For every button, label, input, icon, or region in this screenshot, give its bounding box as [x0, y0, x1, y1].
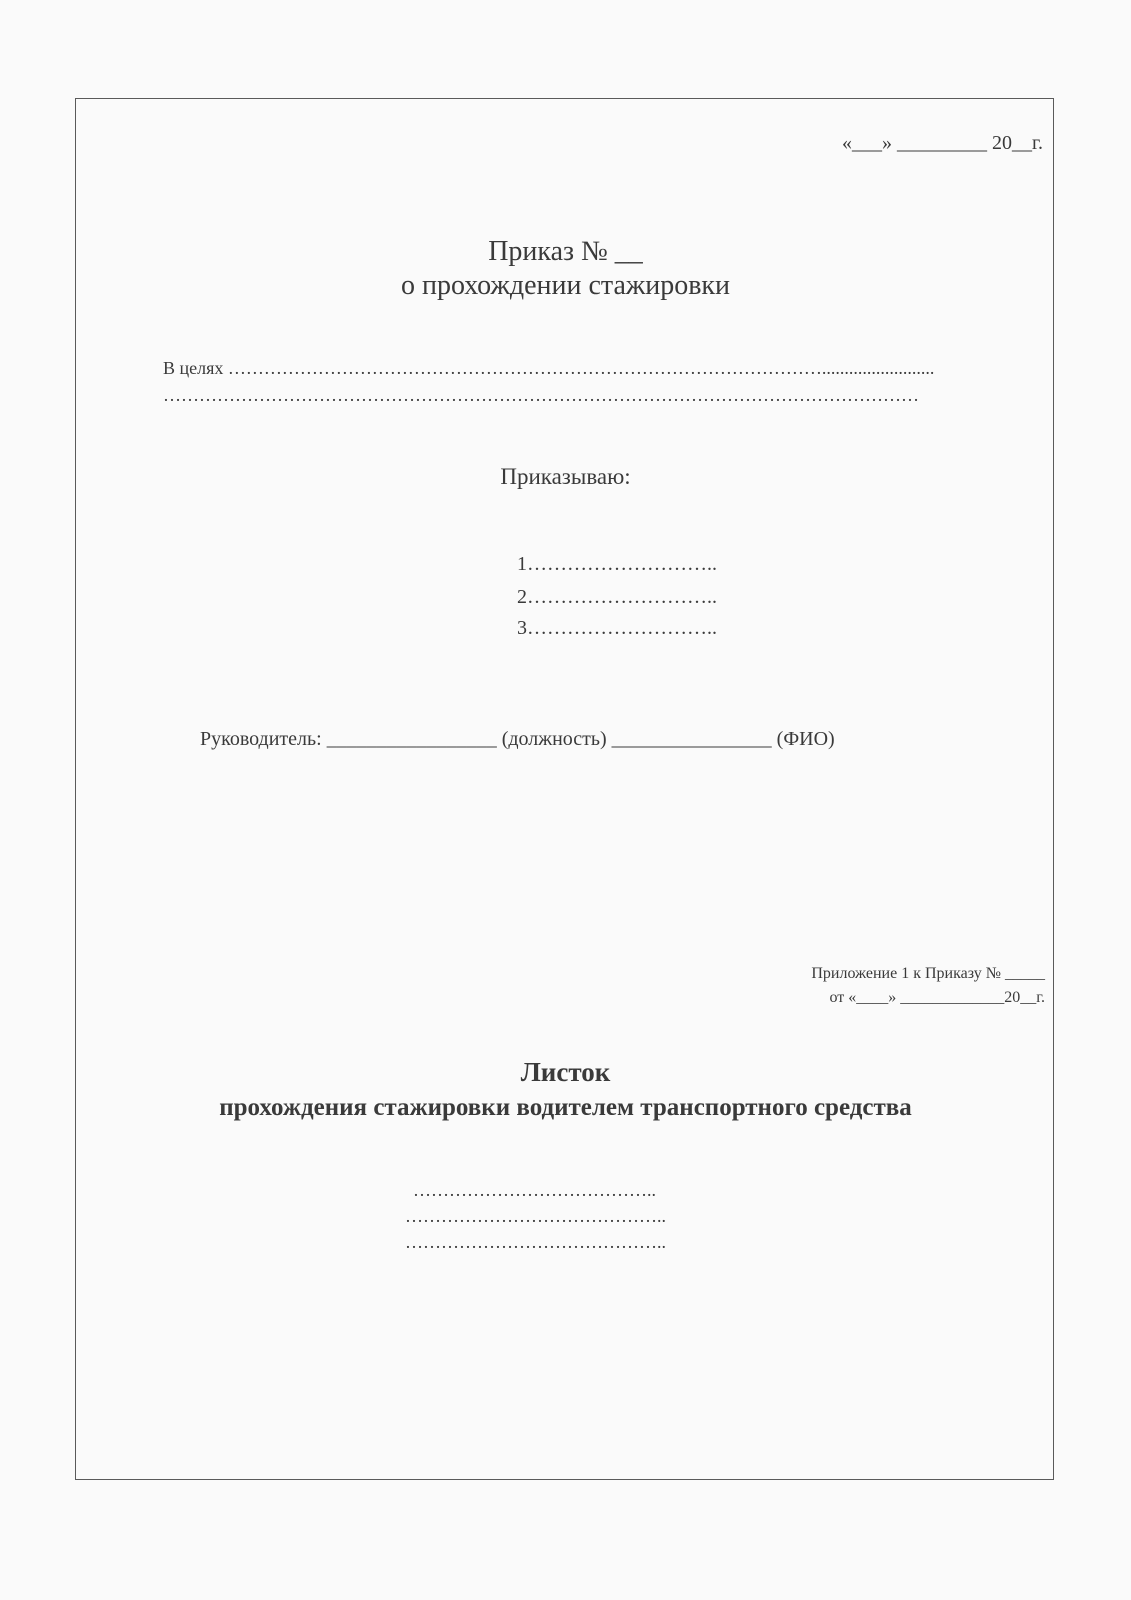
- signature-line: Руководитель: _________________ (должность) ________________ (ФИО): [200, 728, 835, 750]
- sheet-line-3: ……………………………………..: [405, 1232, 666, 1252]
- order-subtitle: о прохождении стажировки: [400, 270, 731, 301]
- appendix-date: от «____» _____________20__г.: [829, 989, 1045, 1006]
- sheet-title: Листок: [520, 1057, 611, 1087]
- orders-heading: Приказываю:: [500, 464, 631, 489]
- page-border: [75, 98, 1054, 1480]
- sheet-subtitle: прохождения стажировки водителем транспортного средства: [219, 1094, 912, 1121]
- sheet-line-1: …………………………………..: [413, 1180, 656, 1200]
- purpose-line-1: В целях ……………………………………………………………………………………….........................: [163, 358, 935, 378]
- order-date-line: «___» _________ 20__г.: [842, 132, 1043, 154]
- order-item-1: 1………………………..: [517, 553, 717, 575]
- purpose-line-2: ………………………………………………………………………………………………………………: [163, 385, 919, 405]
- order-item-2: 2………………………..: [517, 586, 717, 608]
- appendix-reference: Приложение 1 к Приказу № _____: [811, 965, 1045, 982]
- order-title: Приказ № __: [488, 236, 643, 267]
- sheet-line-2: ……………………………………..: [405, 1206, 666, 1226]
- order-item-3: 3………………………..: [517, 617, 717, 639]
